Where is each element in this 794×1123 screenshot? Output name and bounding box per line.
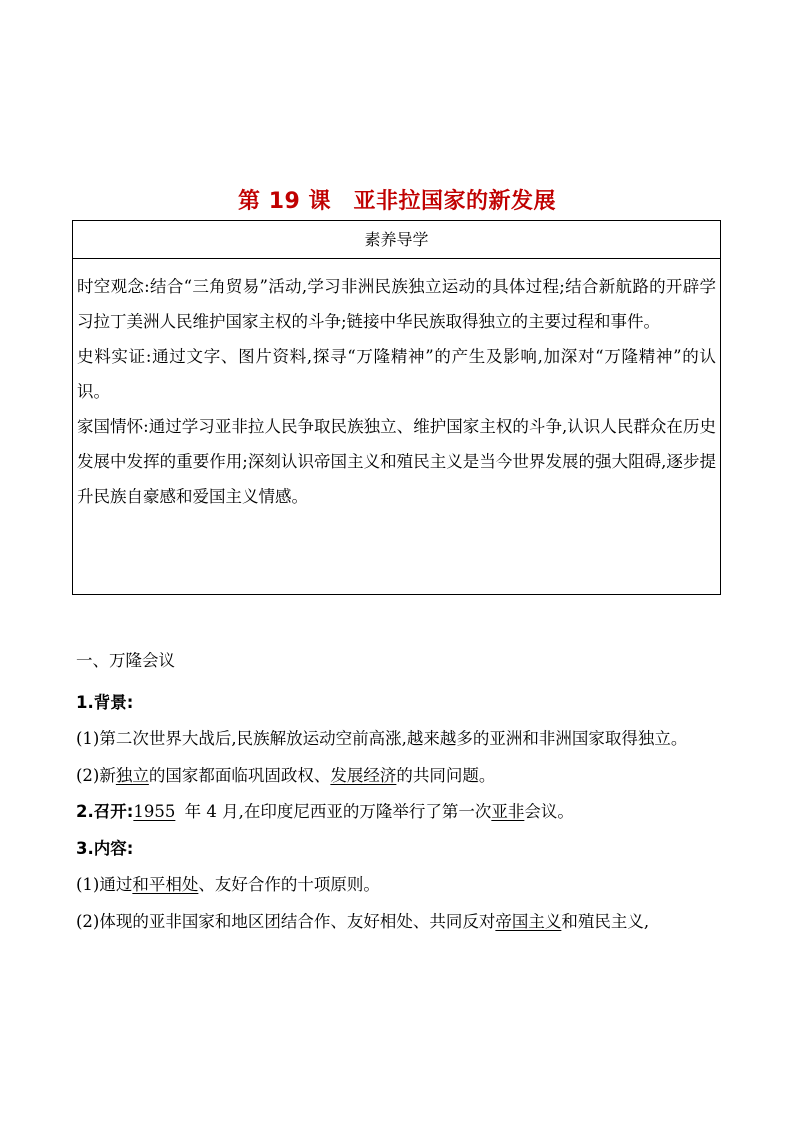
guide-paragraph-time-space: 时空观念:结合“三角贸易”活动,学习非洲民族独立运动的具体过程;结合新航路的开辟学习拉丁美洲人民维护国家主权的斗争;链接中华民族取得独立的主要过程和事件。: [77, 277, 716, 331]
guide-paragraph-patriotism: 家国情怀:通过学习亚非拉人民争取民族独立、维护国家主权的斗争,认识人民群众在历史发展中发挥的重要作用;深刻认识帝国主义和殖民主义是当今世界发展的强大阻碍,逐步提升民族自豪感和爱国主义情感。: [77, 417, 716, 506]
year-blank: 1955: [133, 802, 176, 821]
underlined-answer: 发展经济: [330, 765, 397, 785]
background-item-1: (1)第二次世界大战后,民族解放运动空前高涨,越来越多的亚洲和非洲国家取得独立。: [76, 729, 688, 748]
text-segment: (1)通过: [76, 875, 133, 894]
content-heading: 3.内容:: [76, 838, 134, 858]
guide-header: 素养导学: [73, 221, 720, 259]
text-segment: 会议。: [524, 802, 574, 821]
text-segment: (2)新: [76, 765, 116, 785]
convening-line: [76, 794, 722, 831]
content-item-2: [76, 904, 722, 941]
text-segment: (2)体现的亚非国家和地区团结合作、友好相处、共同反对: [76, 911, 496, 931]
guide-paragraph-historical-evidence: 史料实证:通过文字、图片资料,探寻“万隆精神”的产生及影响,加深对“万隆精神”的认识。: [77, 347, 716, 401]
underlined-answer: 亚非: [491, 802, 525, 821]
text-segment: 、友好合作的十项原则。: [198, 875, 380, 894]
literacy-guide-box: [72, 220, 721, 595]
underlined-answer: 和平相处: [132, 875, 199, 894]
underlined-answer: 帝国主义: [495, 911, 562, 931]
text-segment: 的国家都面临巩固政权、: [148, 765, 331, 785]
underlined-answer: 独立: [115, 765, 149, 785]
main-content: [76, 643, 722, 940]
section-title: 一、万隆会议: [76, 651, 175, 670]
content-item-1: [76, 867, 722, 904]
convening-heading: 2.召开:: [76, 802, 134, 821]
text-segment: 的共同问题。: [396, 765, 496, 785]
background-item-2: [76, 758, 722, 795]
text-segment: 年 4 月,在印度尼西亚的万隆举行了第一次: [179, 802, 492, 821]
guide-body: [73, 259, 720, 514]
text-segment: 和殖民主义,: [561, 911, 650, 931]
page-title: 第 19 课 亚非拉国家的新发展: [238, 189, 556, 214]
background-heading: 1.背景:: [76, 692, 134, 712]
